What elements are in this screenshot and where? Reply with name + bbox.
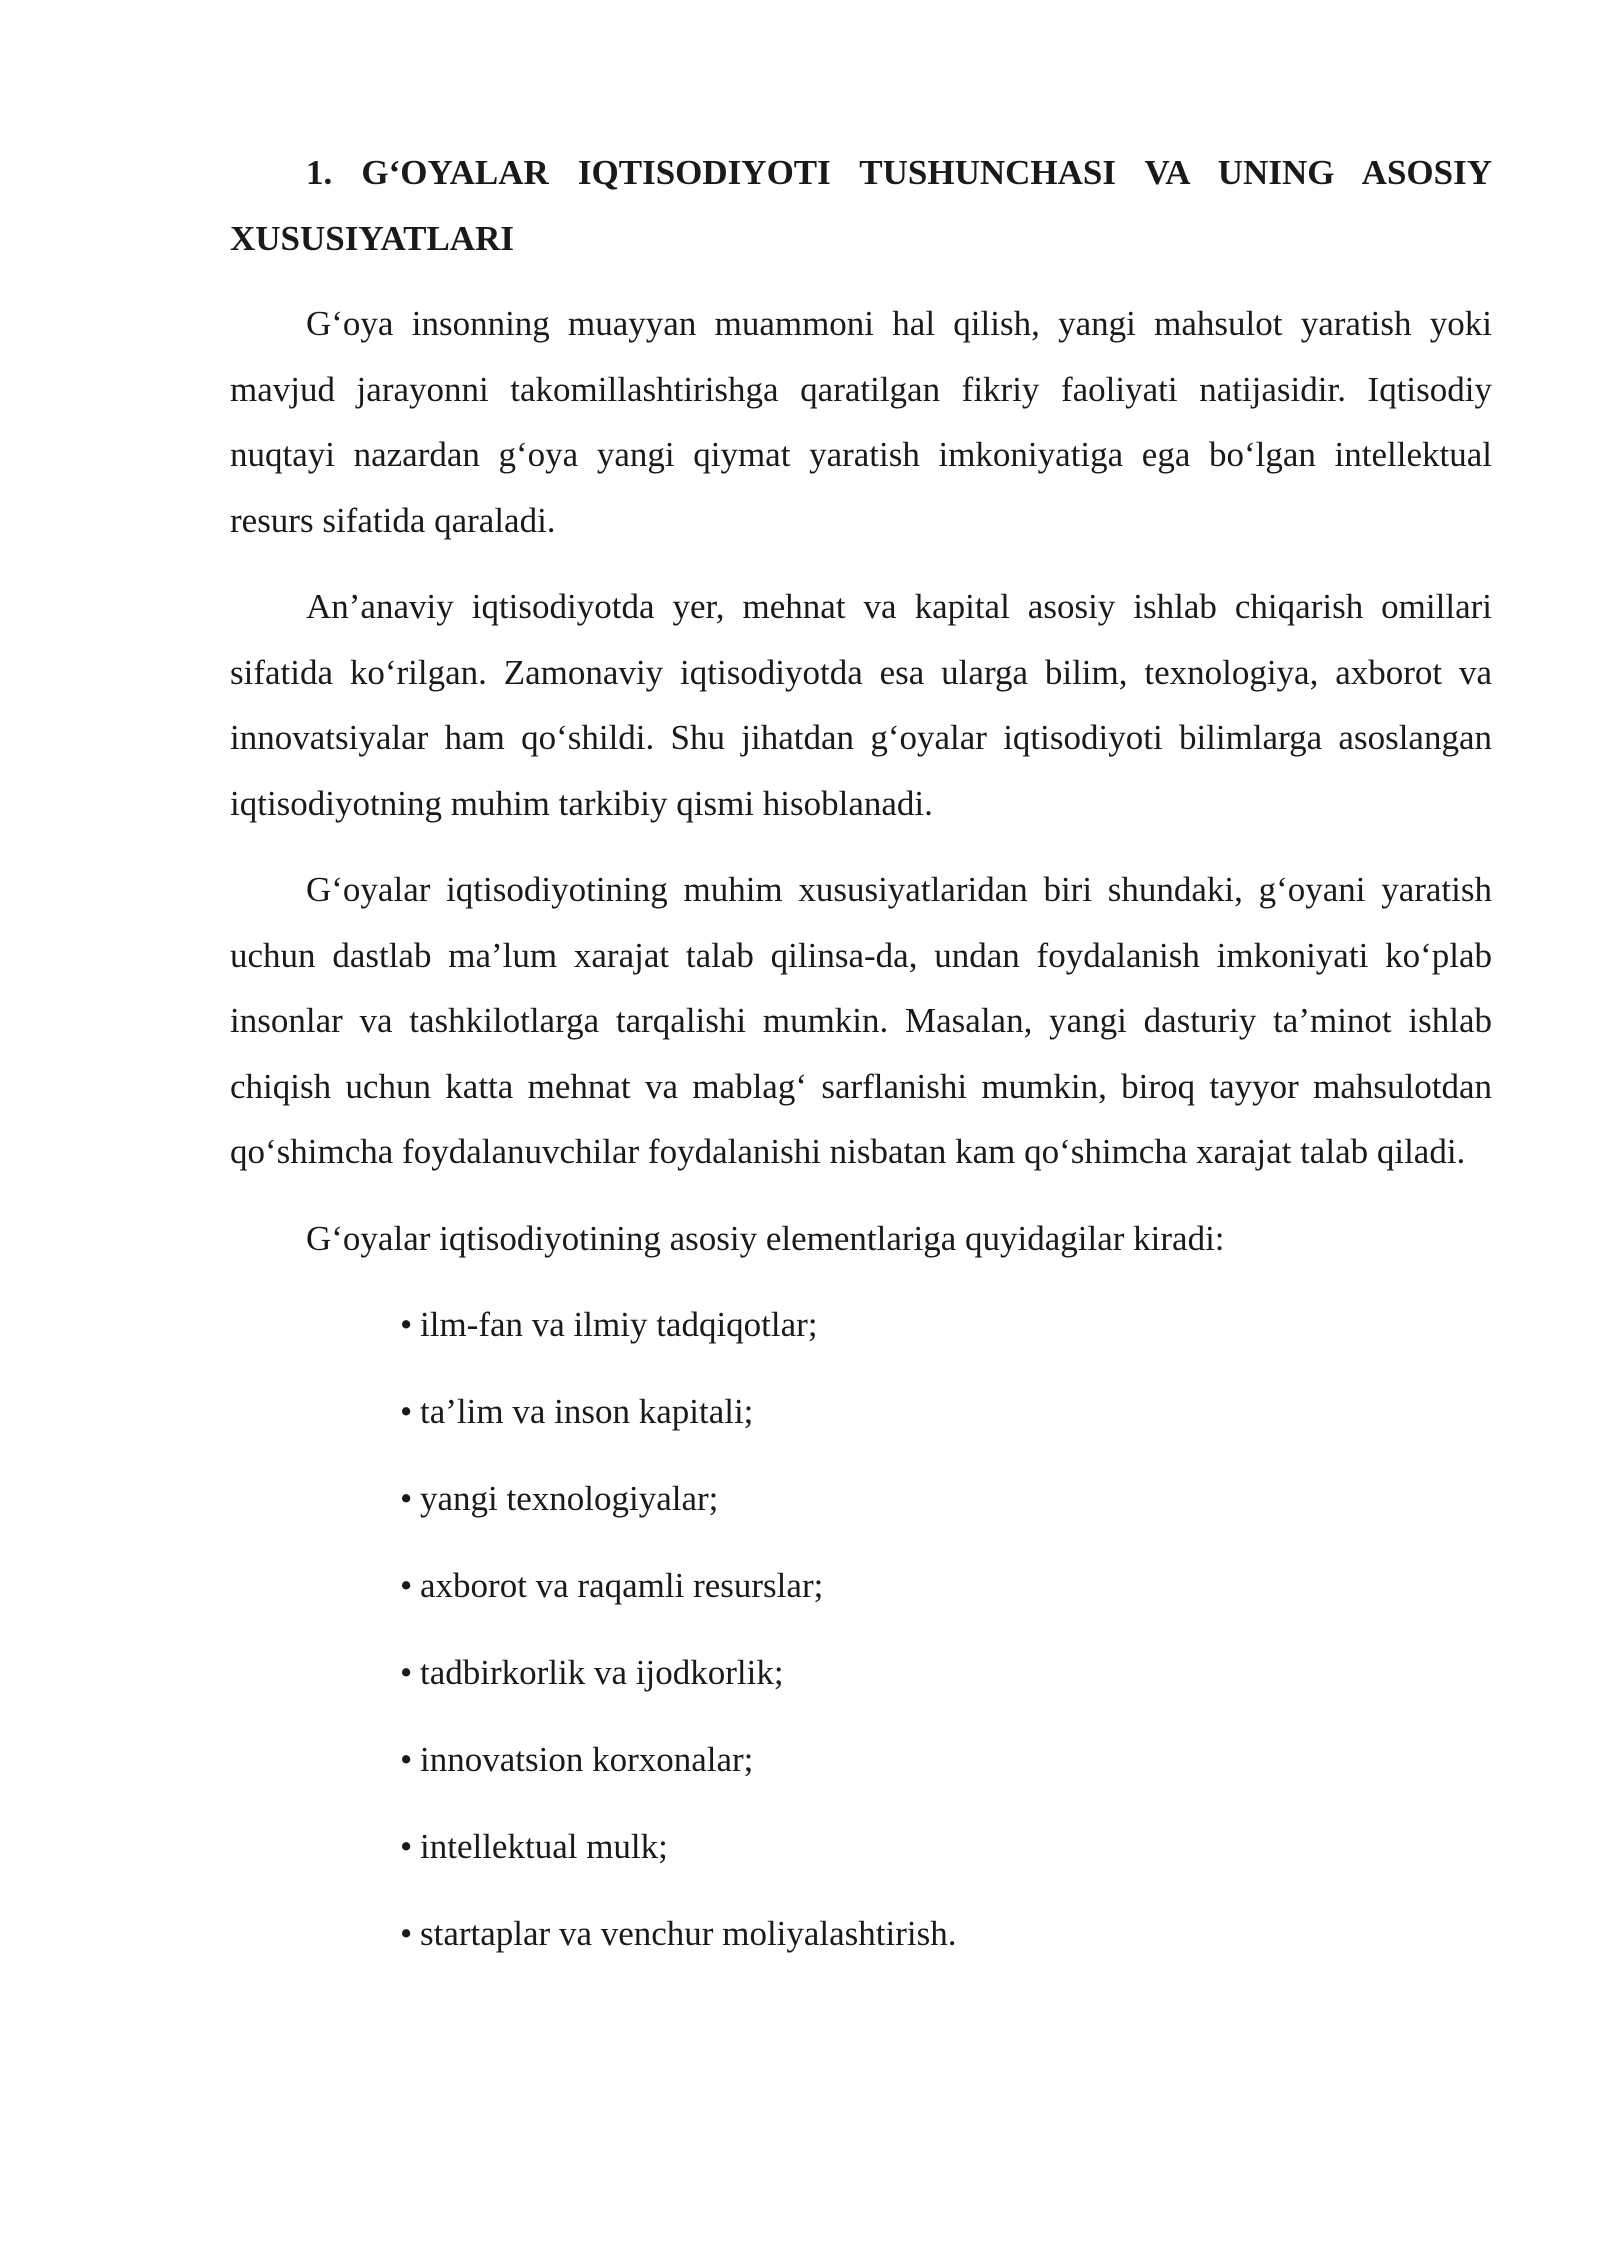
bullet-icon: • xyxy=(400,1827,413,1866)
list-item-text: axborot va raqamli resurslar; xyxy=(420,1566,824,1605)
elements-bullet-list xyxy=(230,1292,1492,1967)
list-item-text: yangi texnologiyalar; xyxy=(420,1479,719,1518)
bullet-icon: • xyxy=(400,1566,413,1605)
bullet-icon: • xyxy=(400,1479,413,1518)
section-heading: 1. G‘OYALAR IQTISODIYOTI TUSHUNCHASI VA UNING ASOSIY XUSUSIYATLARI xyxy=(230,153,1492,258)
bullet-icon: • xyxy=(400,1653,413,1692)
list-item xyxy=(400,1466,1492,1532)
list-item xyxy=(400,1640,1492,1706)
list-item xyxy=(400,1379,1492,1445)
document-body xyxy=(230,140,1492,1988)
bullet-icon: • xyxy=(400,1914,413,1953)
paragraph-list-intro: G‘oyalar iqtisodiyotining asosiy elementlariga quyidagilar kiradi: xyxy=(306,1218,1225,1258)
list-item xyxy=(400,1292,1492,1358)
paragraph-3: G‘oyalar iqtisodiyotining muhim xususiyatlaridan biri shundaki, g‘oyani yaratish uchun dastlab ma’lum xarajat talab qilinsa-da, undan foydalanish imkoniyati ko‘plab insonlar va tashkilotlarga tarqalishi mumkin. Masalan, yangi dasturiy ta’minot ishlab chiqish uchun katta mehnat va mablag‘ sarflanishi mumkin, biroq tayyor mahsulotdan qo‘shimcha foydalanuvchilar foydalanishi nisbatan kam qo‘shimcha xarajat talab qiladi. xyxy=(230,870,1492,1171)
list-item xyxy=(400,1727,1492,1793)
paragraph-2: An’anaviy iqtisodiyotda yer, mehnat va kapital asosiy ishlab chiqarish omillari sifatida ko‘rilgan. Zamonaviy iqtisodiyotda esa ularga bilim, texnologiya, axborot va innovatsiyalar ham qo‘shildi. Shu jihatdan g‘oyalar iqtisodiyoti bilimlarga asoslangan iqtisodiyotning muhim tarkibiy qismi hisoblanadi. xyxy=(230,587,1492,823)
bullet-icon: • xyxy=(400,1740,413,1779)
paragraph-1: G‘oya insonning muayyan muammoni hal qilish, yangi mahsulot yaratish yoki mavjud jarayonni takomillashtirishga qaratilgan fikriy faoliyati natijasidir. Iqtisodiy nuqtayi nazardan g‘oya yangi qiymat yaratish imkoniyatiga ega bo‘lgan intellektual resurs sifatida qaraladi. xyxy=(230,304,1492,540)
list-item-text: ilm-fan va ilmiy tadqiqotlar; xyxy=(420,1305,818,1344)
bullet-icon: • xyxy=(400,1305,413,1344)
list-item-text: innovatsion korxonalar; xyxy=(420,1740,754,1779)
list-item-text: startaplar va venchur moliyalashtirish. xyxy=(420,1914,957,1953)
list-item-text: intellektual mulk; xyxy=(420,1827,668,1866)
list-item-text: ta’lim va inson kapitali; xyxy=(420,1392,754,1431)
list-item xyxy=(400,1553,1492,1619)
bullet-icon: • xyxy=(400,1392,413,1431)
list-item xyxy=(400,1814,1492,1880)
list-item xyxy=(400,1901,1492,1967)
list-item-text: tadbirkorlik va ijodkorlik; xyxy=(420,1653,784,1692)
